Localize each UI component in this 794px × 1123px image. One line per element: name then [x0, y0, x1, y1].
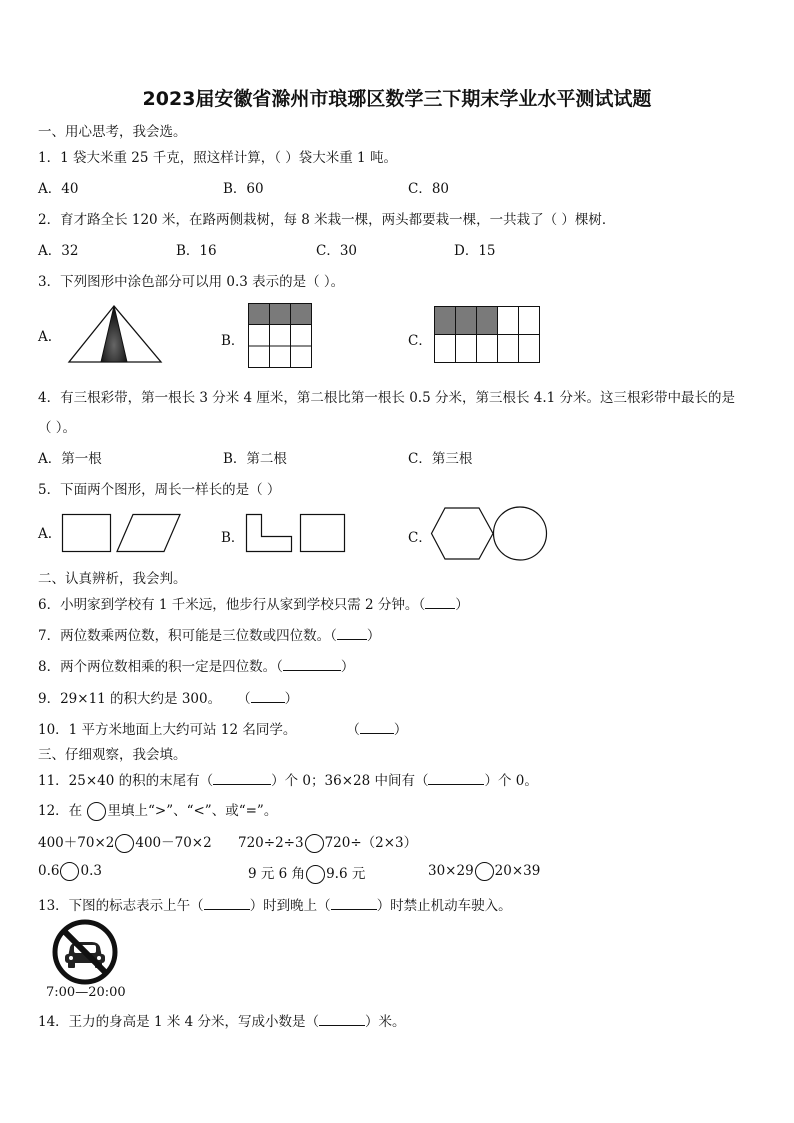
grid-2x5-figure	[434, 306, 540, 364]
compare-circle-input[interactable]	[115, 834, 134, 853]
answer-blank[interactable]	[319, 1012, 365, 1026]
comparison-4: 9 元 6 角 9.6 元	[248, 866, 366, 882]
compare-circle-input[interactable]	[305, 834, 324, 853]
compare-circle-input[interactable]	[60, 862, 79, 881]
question-4-option-a[interactable]: A．第一根	[38, 451, 102, 467]
question-2-option-c[interactable]: C．30	[316, 243, 358, 259]
answer-blank[interactable]	[425, 595, 455, 609]
l-shape-and-square-figure	[246, 514, 346, 554]
comparison-1: 400＋70×2 400－70×2	[38, 835, 212, 851]
question-2-option-d[interactable]: D．15	[454, 243, 496, 259]
question-3-option-c[interactable]: C．	[408, 333, 432, 349]
question-9: 9．29×11 的积大约是 300。 （ ）	[38, 691, 299, 707]
answer-blank[interactable]	[213, 771, 271, 785]
no-motor-vehicles-sign-icon	[52, 919, 118, 985]
question-14: 14．王力的身高是 1 米 4 分米，写成小数是（ ）米。	[38, 1014, 406, 1030]
question-4-stem-continued: （ ）。	[38, 420, 77, 436]
question-2-option-a[interactable]: A．32	[38, 243, 79, 259]
question-1-stem: 1．1 袋大米重 25 千克，照这样计算，（ ）袋大米重 1 吨。	[38, 150, 397, 166]
question-10: 10．1 平方米地面上大约可站 12 名同学。 （ ）	[38, 722, 408, 738]
question-5-option-a[interactable]: A.	[38, 526, 53, 542]
question-4-stem: 4．有三根彩带，第一根长 3 分米 4 厘米，第二根比第一根长 0.5 分米，第三根长 4.1 分米。这三根彩带中最长的是	[38, 390, 736, 406]
comparison-3: 0.6 0.3	[38, 863, 102, 879]
square-and-parallelogram-figure	[62, 514, 182, 554]
triangle-figure	[68, 304, 163, 364]
answer-blank[interactable]	[251, 689, 285, 703]
question-3-option-b[interactable]: B．	[221, 333, 245, 349]
question-4-option-c[interactable]: C．第三根	[408, 451, 473, 467]
compare-circle-input[interactable]	[475, 862, 494, 881]
hexagon-and-circle-figure	[431, 507, 549, 561]
sign-time-caption: 7:00—20:00	[46, 985, 126, 1000]
question-11: 11．25×40 的积的末尾有（ ）个 0；36×28 中间有（ ）个 0。	[38, 773, 538, 789]
question-3-option-a[interactable]: A.	[38, 329, 53, 345]
question-5-option-b[interactable]: B．	[221, 530, 245, 546]
compare-circle-icon	[87, 802, 106, 821]
question-1-option-b[interactable]: B．60	[223, 181, 264, 197]
question-5-option-c[interactable]: C．	[408, 530, 432, 546]
question-3-stem: 3．下列图形中涂色部分可以用 0.3 表示的是（ ）。	[38, 274, 345, 290]
comparison-2: 720÷2÷3 720÷（2×3）	[238, 835, 418, 851]
answer-blank[interactable]	[331, 896, 377, 910]
question-2-option-b[interactable]: B．16	[176, 243, 217, 259]
question-7: 7．两位数乘两位数，积可能是三位数或四位数。（ ）	[38, 628, 381, 644]
question-1-option-c[interactable]: C．80	[408, 181, 450, 197]
section-2-heading: 二、认真辨析，我会判。	[38, 571, 187, 587]
question-6: 6．小明家到学校有 1 千米远，他步行从家到学校只需 2 分钟。（ ）	[38, 597, 469, 613]
comparison-5: 30×29 20×39	[428, 863, 541, 879]
answer-blank[interactable]	[337, 626, 367, 640]
grid-3x3-figure	[248, 303, 312, 369]
section-3-heading: 三、仔细观察，我会填。	[38, 747, 187, 763]
question-12-stem: 12．在 里填上“>”、“<”、或“=”。	[38, 803, 278, 819]
answer-blank[interactable]	[204, 896, 250, 910]
answer-blank[interactable]	[283, 657, 341, 671]
answer-blank[interactable]	[428, 771, 484, 785]
section-1-heading: 一、用心思考，我会选。	[38, 124, 187, 140]
question-5-stem: 5．下面两个图形，周长一样长的是（ ）	[38, 482, 281, 498]
question-4-option-b[interactable]: B．第二根	[223, 451, 287, 467]
compare-circle-input[interactable]	[306, 865, 325, 884]
question-2-stem: 2．育才路全长 120 米，在路两侧栽树，每 8 米栽一棵，两头都要栽一棵，一共栽了（ ）棵树．	[38, 212, 616, 228]
answer-blank[interactable]	[360, 720, 394, 734]
question-8: 8．两个两位数相乘的积一定是四位数。（ ）	[38, 659, 355, 675]
question-13: 13．下图的标志表示上午（ ）时到晚上（ ）时禁止机动车驶入。	[38, 898, 512, 914]
page-title: 2023届安徽省滁州市琅琊区数学三下期末学业水平测试试题	[142, 88, 652, 110]
question-1-option-a[interactable]: A．40	[38, 181, 79, 197]
